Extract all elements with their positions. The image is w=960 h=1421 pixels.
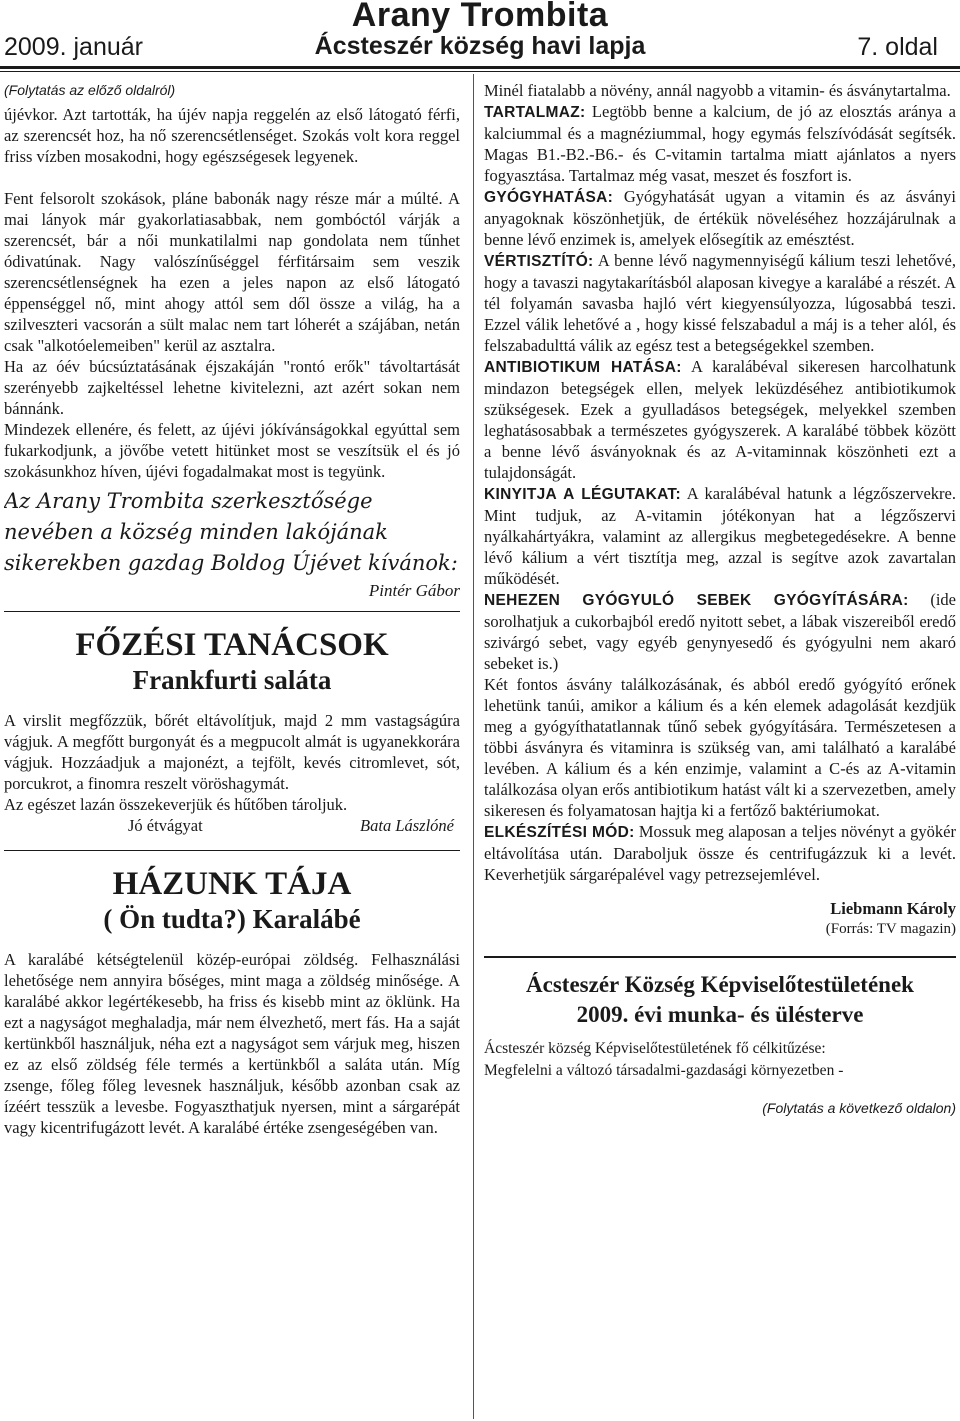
paragraph: Két fontos ásvány találkozásának, és abból eredő gyógyító erőnek lehetünk tanúi, amikor a kálium és a kén elemek adagolását kezdjük meg a gyógyíthatatlannak tűnő sebek gyógyítására. Természetesen a többi ásványra és vitaminra is szükség van, ami található a karalábé levében. A kálium és a kén enzimje, valamint a C-és az A-vitamin találkozása olyan erős antibiotikum hatást vált ki a szervezetben, amely sikeresen és folyamatosan hajtja ki a fertőző baktériumokat. <box>484 675 956 820</box>
paragraph: GYÓGYHATÁSA: Gyógyhatását ugyan a vitamin és az ásványi anyagoknak köszönhetjük, de értékük növeléséhez hozzájárulnak a benne lévő enzimek is, amelyek elősegítik az emésztést. <box>484 187 956 249</box>
article-source: (Forrás: TV magazin) <box>825 921 956 937</box>
recipe-paragraph: A virslit megfőzzük, bőrét eltávolítjuk, majd 2 mm vastagságúra vágjuk. A megfőtt burgonyát és a megpucolt almát is ugyanekkorára vágjuk. Hozzáadjuk a majonézt, a tejfölt, kevés citromlevet, sót, porcukrot, a finomra reszelt vöröshagymát. <box>4 711 460 793</box>
paragraph: VÉRTISZTÍTÓ: A benne lévő nagymennyiségű kálium teszi lehetővé, hogy a tavaszi nagytakarításból alaposan kivegye a karalábé a részét. A tél folyamán savasba hajló vért kiegyensúlyozza, lúgosabbá teszi. Ezzel válik lehetővé a , hogy kissé felszabadul a máj is a teher alól, és felszabadulttá válik az egész test a betegségekkel szemben. <box>484 251 956 355</box>
section-rule <box>484 956 956 958</box>
closing-text: Jó étvágyat <box>128 816 203 835</box>
paragraph: NEHEZEN GYÓGYULÓ SEBEK GYÓGYÍTÁSÁRA: (ide sorolhatjuk a cukorbajból eredő nyitott sebet, a lábak viszereiből eredő szivárgó sebet, vagy egyéb genynyesedő és gyógyulni nem akaró sebeket is.) <box>484 590 956 673</box>
paragraph: TARTALMAZ: Legtöbb benne a kalcium, de jó az elosztás aránya a kalciummal és a magnéziummal, hogy egymás felszívódását segítsék. Magas B1.-B2.-B6.- és C-vitamin tartalma miatt ajánlatos a nyers fogyasztása. Tartalmaz még vasat, meszet és foszfort is. <box>484 102 956 185</box>
cooking-title: FŐZÉSI TANÁCSOK <box>75 627 389 663</box>
paragraph: újévkor. Azt tartották, ha újév napja reggelén az első látogató férfi, az szerencsét hoz, ha nő szerencsétlenséget. Szokás volt kora reggel friss vízben mosakodni, hogy egészségesek legyenek. <box>4 105 460 166</box>
paragraph: ELKÉSZÍTÉSI MÓD: Mossuk meg alaposan a teljes növényt a gyökér eltávolítása után. Daraboljuk össze és centrifugázzuk ki a levét. Keverhetjük sárgarépalével vagy petrezsejemlével. <box>484 822 956 884</box>
paragraph: Fent felsorolt szokások, pláne babonák nagy része már a múlté. A mai lányok már gyakorlatiasabbak, nem gombóctól várják a szerencsét, bár a női munkatilalmi nap gondolata nem tűnhet ódivatúnak. Nagy valószínűséggel férfitársaim sem veszik szerencsétlenségnek ha ezen a jeles napon az első látogató éppenséggel nő, mint ahogy attól sem dől össze a világ, ha a szilveszteri vacsorán a sült malac nem tart lóherét a szájában, netán csak "alkotóelemeiben" kerül az asztalra. <box>4 189 460 355</box>
council-text: Ácsteszér község Képviselőtestületének fő célkitűzése: <box>484 1040 826 1057</box>
keyword: TARTALMAZ: <box>484 104 586 121</box>
left-column <box>4 80 460 1420</box>
section-rule <box>4 850 460 851</box>
paragraph: ANTIBIOTIKUM HATÁSA: A karalábéval sikeresen harcolhatunk mindazon betegségek ellen, melyek leküzdéséhez antibiotikumok szükségesek. Ezek a gyulladásos betegségek, melyekkel szemben leghatásosabbak a természetes gyógyszerek. A karalábé többek között a benne lévő ásványoknak és az A-vitaminnak köszönheti ezt a tulajdonságát. <box>484 357 956 482</box>
newspaper-title: Arany Trombita <box>351 0 609 34</box>
paragraph: Ha az óév búcsúztatásának éjszakáján "rontó erők" távoltartását szerényebb zajkeltéssel lehetne kivitelezni, azt azért sokan nem bánnánk. <box>4 357 460 418</box>
recipe-author: Bata Lászlóné <box>360 816 454 835</box>
paragraph: Minél fiatalabb a növény, annál nagyobb a vitamin- és ásványtartalma. <box>484 81 951 100</box>
issue-date: 2009. január <box>4 33 144 61</box>
keyword: ANTIBIOTIKUM HATÁSA: <box>484 359 682 376</box>
header-rule <box>0 66 960 69</box>
recipe-paragraph: Az egészet lazán összekeverjük és hűtőben tároljuk. <box>4 795 348 814</box>
council-text: Megfelelni a változó társadalmi-gazdasági környezetben - <box>484 1062 844 1079</box>
newspaper-subtitle: Ácsteszér község havi lapja <box>314 32 646 60</box>
keyword: KINYITJA A LÉGUTAKAT: <box>484 486 681 503</box>
header-rule-thin <box>0 71 960 72</box>
council-subtitle: 2009. évi munka- és ülésterve <box>576 1002 864 1027</box>
section-rule <box>4 611 460 612</box>
recipe-title: Frankfurti saláta <box>132 665 332 695</box>
continued-note: (Folytatás az előző oldalról) <box>4 82 176 98</box>
council-title: Ácsteszér Község Képviselőtestületének <box>526 972 914 997</box>
keyword: NEHEZEN GYÓGYULÓ SEBEK GYÓGYÍTÁSÁRA: <box>484 592 909 609</box>
right-column <box>484 80 956 1420</box>
article-author: Liebmann Károly <box>830 899 956 918</box>
page-header <box>0 0 960 68</box>
paragraph: A karalábé kétségtelenül közép-európai zöldség. Felhasználási lehetősége nem annyira bőséges, mint maga a zöldség minősége. A karalábé akkor legértékesebb, ha friss és kisebb mint az öklünk. Ha ezt a nagyságot meghaladja, már nem élvezhető, mert fás. Ha a saját kertünkből használjuk, néha ezt a nagyságot sem várjuk meg, hiszen ez az első zöldség féle termés a kertünkből a saláta után. Míg zsenge, főleg főleg levesnek használjuk, később azonban csak az ízéért tesszük a levesbe. Fogyaszthatjuk nyersen, mint a sárgarépát vagy kicentrifugázott levét. A karalábé értéke zsengeségében van. <box>4 950 460 1137</box>
keyword: ELKÉSZÍTÉSI MÓD: <box>484 824 635 841</box>
paragraph: KINYITJA A LÉGUTAKAT: A karalábéval hatunk a légzőszervekre. Mint tudjuk, az A-vitamin jótékonyan hat a légzőszervi nyálkahártyákra, valamint az allergikus megbetegedésekre. A benne lévő kálium a vért tisztítja meg, azzal is segítve azok zavartalan működését. <box>484 484 956 588</box>
recipe-signoff <box>4 815 460 836</box>
new-year-wish: Az Arany Trombita szerkesztősége nevében a község minden lakójának sikerekben gazdag Boldog Újévet kívánok: <box>4 489 458 575</box>
column-divider <box>473 74 474 1419</box>
house-subtitle: ( Ön tudta?) Karalábé <box>103 904 361 934</box>
keyword: GYÓGYHATÁSA: <box>484 189 614 206</box>
author-signature: Pintér Gábor <box>368 581 460 600</box>
keyword: VÉRTISZTÍTÓ: <box>484 253 594 270</box>
page-number: 7. oldal <box>857 33 938 61</box>
paragraph: Mindezek ellenére, és felett, az újévi jókívánságokkal egyúttal sem fukarkodjunk, a jövőbe vetett hitünket most se veszítsük el és jó szokásunkhoz híven, újévi fogadalmakat most is tegyünk. <box>4 420 460 481</box>
continued-next-note: (Folytatás a következő oldalon) <box>762 1100 956 1116</box>
house-title: HÁZUNK TÁJA <box>112 866 352 902</box>
